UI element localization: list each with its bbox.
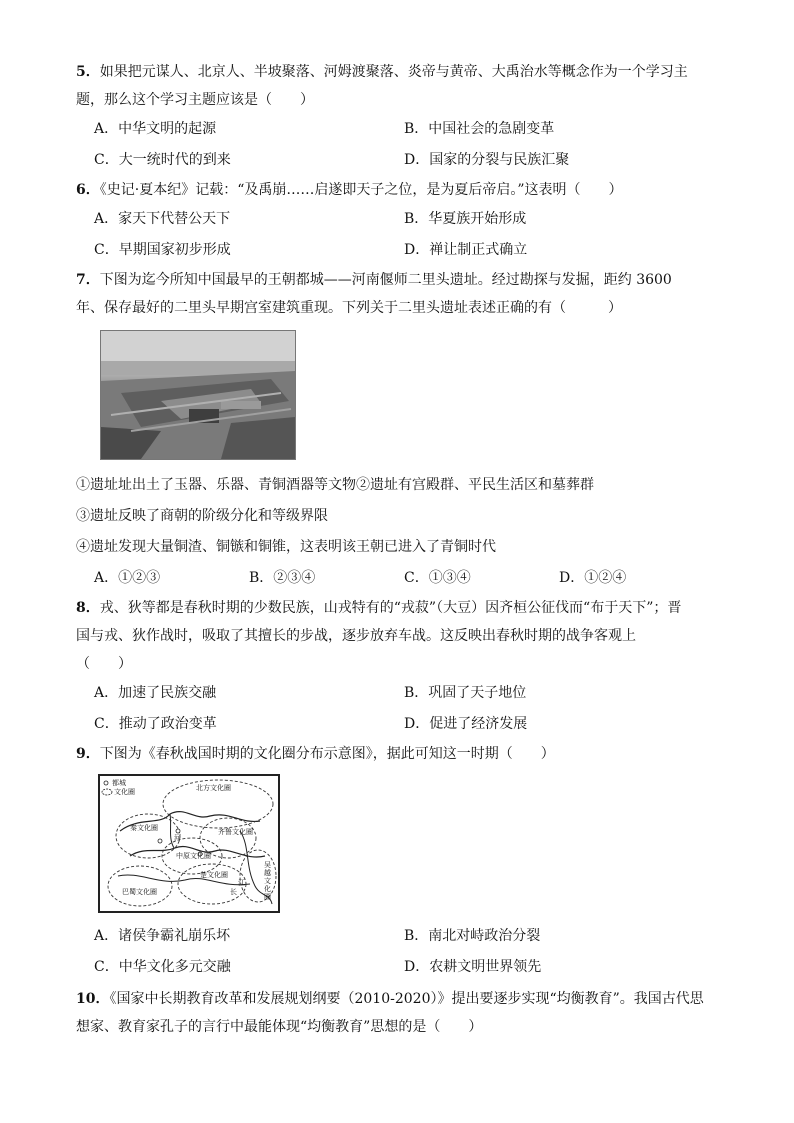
question-line: 国与戎、狄作战时，吸取了其擅长的步战，逐步放弃车战。这反映出春秋时期的战争客观上 [76, 628, 636, 644]
question-number: 6． [76, 182, 100, 198]
erlitou-site-photo [100, 330, 296, 460]
question-7-text [76, 266, 726, 294]
exam-page [76, 58, 726, 1041]
question-9 [76, 740, 726, 768]
question-9-text [76, 740, 726, 768]
map-label-qilu: 齐鲁文化圈 [218, 828, 253, 836]
statement: ③遗址反映了商朝的阶级分化和等级界限 [76, 508, 328, 524]
map-label-river-chang: 长 [230, 888, 237, 896]
question-8 [76, 594, 726, 678]
question-8-options [76, 678, 726, 740]
question-number: 7． [76, 272, 100, 288]
culture-circle-map [98, 774, 280, 913]
option-a[interactable]: A．中华文明的起源 [94, 121, 217, 137]
question-line: 题，那么这个学习主题应该是（ ） [76, 92, 314, 108]
map-label-river-jiang: 江 [238, 879, 245, 887]
question-line: 年、保存最好的二里头早期宫室建筑重现。下列关于二里头遗址表述正确的有（ ） [76, 300, 622, 316]
map-legend-circle: 文化圈 [114, 788, 135, 796]
option-d[interactable]: D．农耕文明世界领先 [404, 959, 542, 975]
question-10 [76, 985, 726, 1041]
question-line: 戎、狄等都是春秋时期的少数民族，山戎特有的“戎菽”（大豆）因齐桓公征伐而“布于天下”；晋 [99, 600, 682, 616]
option-c[interactable]: C．中华文化多元交融 [94, 959, 231, 975]
question-9-options [76, 921, 726, 983]
map-label-qin: 秦文化圈 [130, 824, 158, 832]
map-label-bashu: 巴蜀文化圈 [122, 888, 157, 896]
question-line: 如果把元谋人、北京人、半坡聚落、河姆渡聚落、炎帝与黄帝、大禹治水等概念作为一个学习主 [99, 64, 688, 80]
option-d[interactable]: D．国家的分裂与民族汇聚 [404, 152, 570, 168]
option-b[interactable]: B．②③④ [249, 570, 316, 586]
question-line: 下图为迄今所知中国最早的王朝都城——河南偃师二里头遗址。经过勘探与发掘，距约 3600 [99, 272, 672, 288]
option-b[interactable]: B．中国社会的急剧变革 [404, 121, 555, 137]
option-c[interactable]: C．①③④ [404, 570, 471, 586]
question-number: 9． [76, 746, 100, 762]
option-b[interactable]: B．华夏族开始形成 [404, 211, 527, 227]
option-a[interactable]: A．加速了民族交融 [94, 685, 217, 701]
question-7-statements [76, 470, 726, 563]
option-c[interactable]: C．大一统时代的到来 [94, 152, 231, 168]
map-label-wuyue: 吴越文化圈 [264, 861, 271, 901]
option-a[interactable]: A．家天下代替公天下 [94, 211, 231, 227]
question-10-text [76, 985, 726, 1013]
option-b[interactable]: B．巩固了天子地位 [404, 685, 527, 701]
statement: ④遗址发现大量铜渣、铜镞和铜锥，这表明该王朝已进入了青铜时代 [76, 539, 496, 555]
question-line: 下图为《春秋战国时期的文化圈分布示意图》，据此可知这一时期（ ） [99, 746, 555, 762]
question-7 [76, 266, 726, 322]
question-line: （ ） [76, 656, 132, 672]
question-number: 5． [76, 64, 100, 80]
question-number: 10． [76, 991, 110, 1007]
question-6-options [76, 204, 726, 266]
option-a[interactable]: A．诸侯争霸礼崩乐坏 [94, 928, 231, 944]
option-d[interactable]: D．促进了经济发展 [404, 716, 528, 732]
map-label-zhongyuan: 中原文化圈 [176, 852, 211, 860]
question-5-text [76, 58, 726, 86]
map-label-river-he: 河 [174, 834, 181, 842]
statement: ①遗址址出土了玉器、乐器、青铜酒器等文物②遗址有宫殿群、平民生活区和墓葬群 [76, 477, 594, 493]
question-line: 《史记·夏本纪》记载：“及禹崩……启遂即天子之位，是为夏后帝启。”这表明（ ） [99, 182, 623, 198]
option-a[interactable]: A．①②③ [94, 570, 161, 586]
question-line: 想家、教育家孔子的言行中最能体现“均衡教育”思想的是（ ） [76, 1019, 483, 1035]
option-d[interactable]: D．①②④ [559, 570, 627, 586]
question-5-options [76, 114, 726, 176]
question-5 [76, 58, 726, 114]
question-6-text [76, 176, 726, 204]
question-number: 8． [76, 600, 100, 616]
question-line: 《国家中长期教育改革和发展规划纲要（2010-2020）》提出要逐步实现“均衡教育”。我国古代思 [109, 991, 704, 1007]
option-b[interactable]: B．南北对峙政治分裂 [404, 928, 541, 944]
option-c[interactable]: C．早期国家初步形成 [94, 242, 231, 258]
option-c[interactable]: C．推动了政治变革 [94, 716, 217, 732]
question-6 [76, 176, 726, 204]
map-legend-capital: 都城 [112, 779, 126, 787]
option-d[interactable]: D．禅让制正式确立 [404, 242, 528, 258]
question-8-text [76, 594, 726, 622]
map-label-chu: 楚文化圈 [200, 871, 228, 879]
map-label-north: 北方文化圈 [196, 784, 231, 792]
question-7-options [76, 563, 726, 594]
